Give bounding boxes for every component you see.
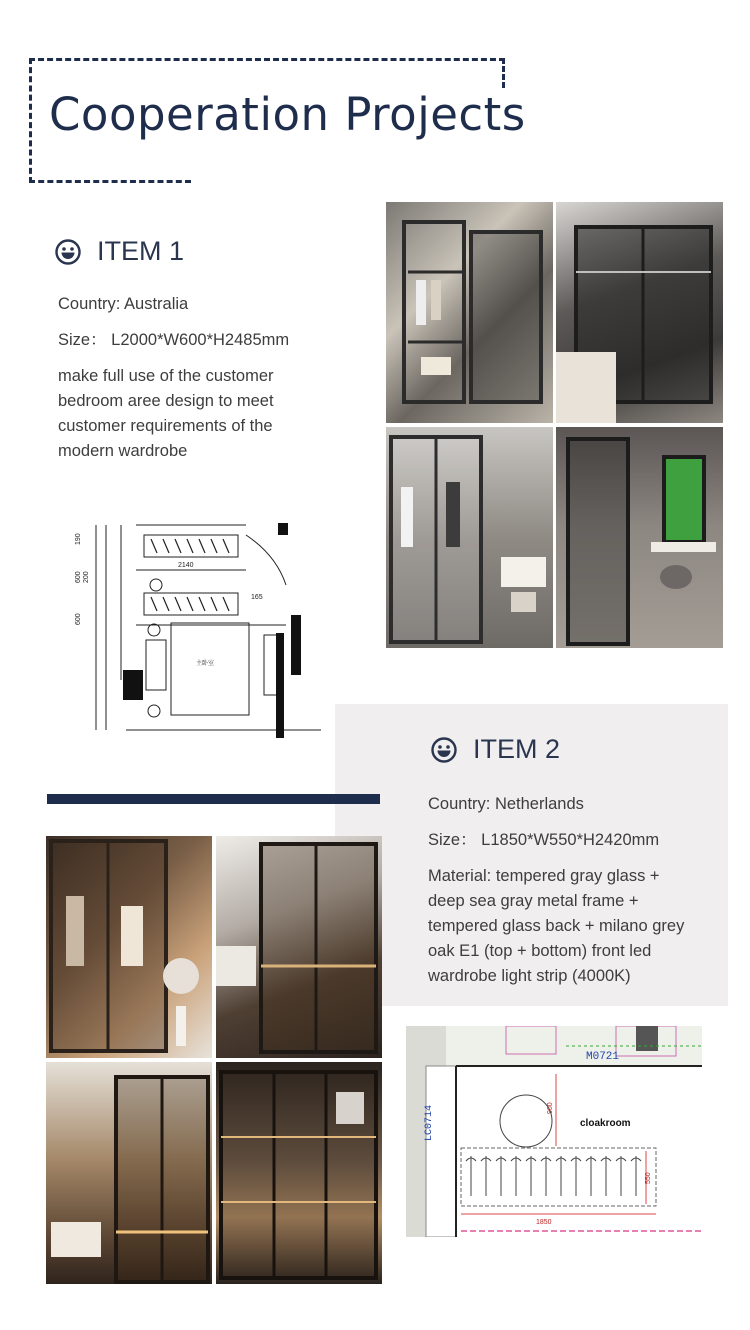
plan2-door-label: M0721 — [586, 1051, 620, 1063]
item2-material-line: wardrobe light strip (4000K) — [428, 967, 631, 985]
floor-plan-2-drawing — [406, 1026, 702, 1237]
plan1-dim-label: 190 — [75, 533, 82, 545]
wardrobe-photo-3 — [386, 427, 553, 648]
smiley-icon — [55, 239, 81, 265]
plan2-dim-width: 1850 — [536, 1219, 552, 1226]
plan1-dim-label: 600 — [75, 613, 82, 625]
plan1-dim-label: 200 — [83, 571, 90, 583]
item1-desc-line: bedroom aree design to meet — [58, 392, 274, 410]
smiley-icon — [431, 737, 457, 763]
item1-description — [58, 364, 318, 464]
plan1-room-label: 主卧室 — [196, 661, 215, 667]
plan1-dim-label: 2140 — [178, 562, 194, 569]
item2-size: Size： L1850*W550*H2420mm — [428, 831, 660, 849]
item1-desc-line: modern wardrobe — [58, 442, 188, 460]
floor-plan-2 — [406, 1026, 702, 1237]
page-title: Cooperation Projects — [49, 88, 526, 141]
item2-country: Country: Netherlands — [428, 795, 584, 813]
wardrobe-photo-5 — [46, 836, 212, 1058]
item1-country: Country: Australia — [58, 295, 189, 313]
item1-heading — [55, 236, 184, 267]
wardrobe-photo-7 — [46, 1062, 212, 1284]
plan2-dim-rail: 550 — [645, 1172, 652, 1184]
plan2-side-label: LC0714 — [424, 1104, 435, 1141]
wardrobe-photo-8 — [216, 1062, 382, 1284]
plan2-room-label: cloakroom — [580, 1118, 631, 1129]
item1-size: Size： L2000*W600*H2485mm — [58, 331, 290, 349]
item2-material-line: Material: tempered gray glass + — [428, 867, 660, 885]
item2-material — [428, 864, 723, 989]
floor-plan-1 — [66, 515, 324, 747]
item2-material-line: deep sea gray metal frame + — [428, 892, 639, 910]
item1-desc-line: customer requirements of the — [58, 417, 273, 435]
section-divider — [47, 794, 380, 804]
plan2-dim-height: 900 — [547, 1102, 554, 1114]
item2-heading — [431, 734, 560, 765]
wardrobe-photo-4 — [556, 427, 723, 648]
item2-title: ITEM 2 — [473, 734, 561, 764]
item1-desc-line: make full use of the customer — [58, 367, 274, 385]
wardrobe-photo-1 — [386, 202, 553, 423]
wardrobe-frame-drawing — [386, 202, 553, 423]
wardrobe-photo-2 — [556, 202, 723, 423]
plan1-dim-label: 165 — [251, 594, 263, 601]
plan1-dim-label: 600 — [75, 571, 82, 583]
item2-material-line: tempered glass back + milano grey — [428, 917, 685, 935]
item1-title: ITEM 1 — [97, 236, 185, 266]
floor-plan-1-drawing — [66, 515, 324, 747]
wardrobe-photo-6 — [216, 836, 382, 1058]
item2-material-line: oak E1 (top + bottom) front led — [428, 942, 652, 960]
